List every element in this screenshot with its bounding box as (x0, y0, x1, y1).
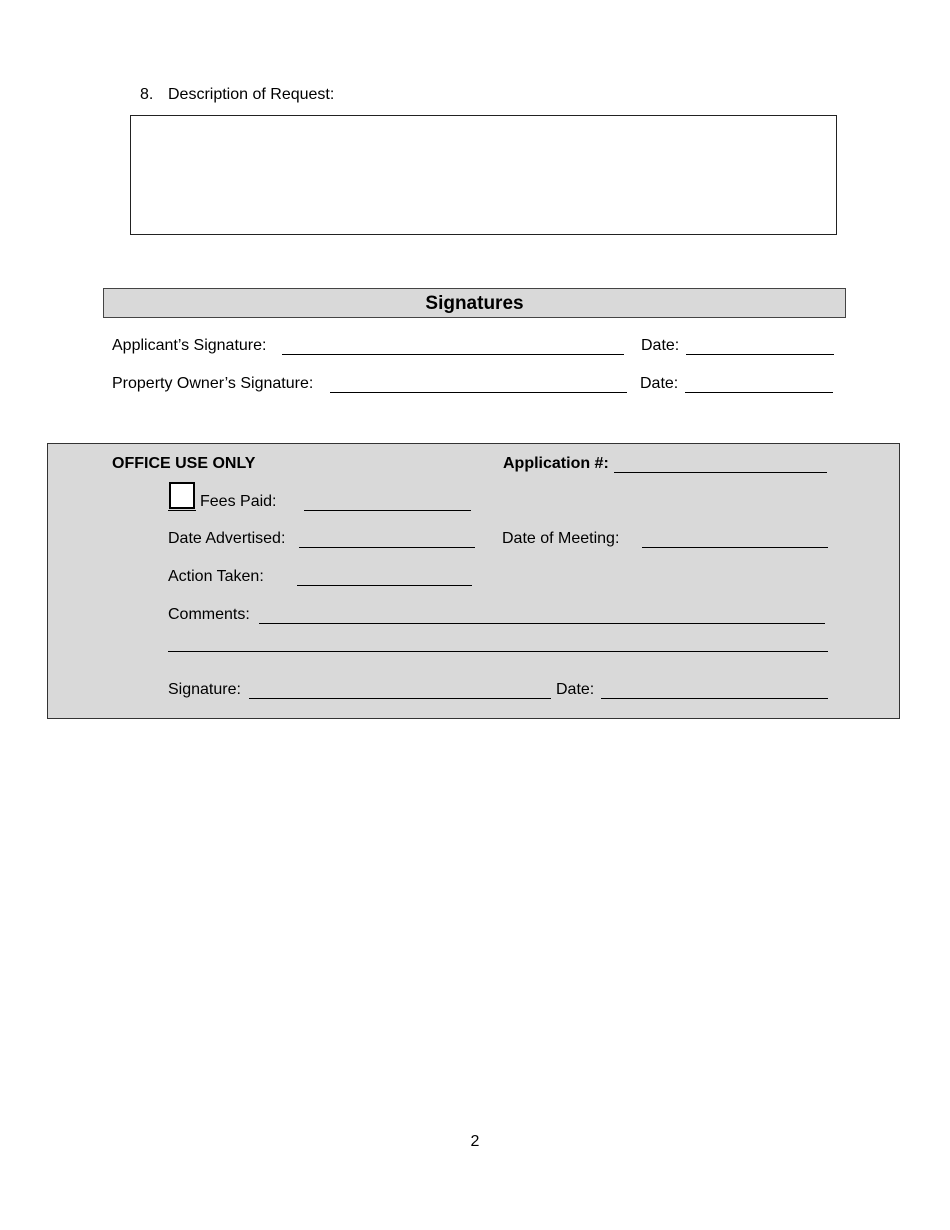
comments-line-2[interactable] (168, 634, 828, 652)
comments-line[interactable] (259, 606, 825, 624)
owner-date-line[interactable] (685, 375, 833, 393)
description-textarea[interactable] (130, 115, 837, 235)
comments-label: Comments: (168, 606, 250, 623)
office-date-line[interactable] (601, 681, 828, 699)
fees-paid-label: Fees Paid: (200, 493, 277, 510)
signatures-header: Signatures (103, 288, 846, 318)
action-taken-label: Action Taken: (168, 568, 264, 585)
application-number-line[interactable] (614, 455, 827, 473)
date-of-meeting-line[interactable] (642, 530, 828, 548)
description-number: 8. (140, 86, 154, 103)
applicant-date-label: Date: (641, 337, 680, 354)
office-date-label: Date: (556, 681, 595, 698)
owner-date-label: Date: (640, 375, 679, 392)
applicant-signature-label: Applicant’s Signature: (112, 337, 267, 354)
owner-signature-label: Property Owner’s Signature: (112, 375, 314, 392)
application-number-label: Application #: (503, 455, 609, 472)
description-label: Description of Request: (168, 86, 335, 103)
office-use-title: OFFICE USE ONLY (112, 455, 256, 472)
fees-paid-checkbox-underline (168, 493, 196, 511)
date-advertised-label: Date Advertised: (168, 530, 286, 547)
fees-paid-line[interactable] (304, 493, 471, 511)
date-of-meeting-label: Date of Meeting: (502, 530, 620, 547)
office-signature-line[interactable] (249, 681, 551, 699)
applicant-signature-line[interactable] (282, 337, 624, 355)
date-advertised-line[interactable] (299, 530, 475, 548)
page-number: 2 (470, 1133, 480, 1150)
owner-signature-line[interactable] (330, 375, 627, 393)
action-taken-line[interactable] (297, 568, 472, 586)
office-signature-label: Signature: (168, 681, 241, 698)
applicant-date-line[interactable] (686, 337, 834, 355)
